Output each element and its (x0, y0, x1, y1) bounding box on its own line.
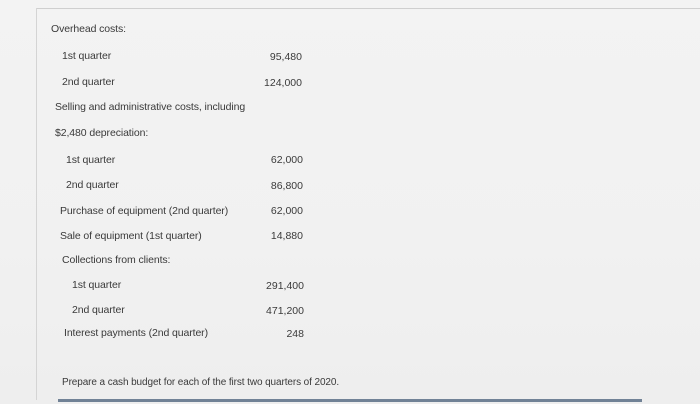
collections-q2-label: 2nd quarter (72, 304, 125, 316)
selling-heading-line1: Selling and administrative costs, including (55, 101, 246, 113)
interest-value: 248 (286, 328, 304, 340)
interest-label: Interest payments (2nd quarter) (64, 327, 208, 339)
equipment-sale-label: Sale of equipment (1st quarter) (60, 230, 202, 242)
selling-q1-value: 62,000 (270, 154, 303, 166)
overhead-q2-value: 124,000 (264, 77, 302, 89)
equipment-purchase-value: 62,000 (270, 205, 303, 217)
equipment-sale-value: 14,880 (270, 230, 303, 242)
frame-bottom-bar (58, 399, 642, 402)
selling-q2-value: 86,800 (270, 180, 303, 192)
selling-q2-label: 2nd quarter (66, 179, 119, 191)
collections-heading: Collections from clients: (62, 254, 171, 266)
overhead-heading: Overhead costs: (51, 23, 126, 35)
overhead-q1-label: 1st quarter (62, 50, 112, 62)
overhead-q2-label: 2nd quarter (62, 76, 115, 88)
instruction-text: Prepare a cash budget for each of the first two quarters of 2020. (62, 377, 340, 388)
collections-q2-value: 471,200 (266, 305, 304, 317)
selling-q1-label: 1st quarter (66, 154, 116, 166)
overhead-q1-value: 95,480 (269, 51, 302, 63)
equipment-purchase-label: Purchase of equipment (2nd quarter) (60, 205, 229, 217)
collections-q1-label: 1st quarter (72, 279, 122, 291)
frame-left-border (36, 8, 37, 400)
collections-q1-value: 291,400 (266, 280, 304, 292)
selling-heading-line2: $2,480 depreciation: (55, 127, 149, 139)
frame-top-border (36, 8, 700, 9)
